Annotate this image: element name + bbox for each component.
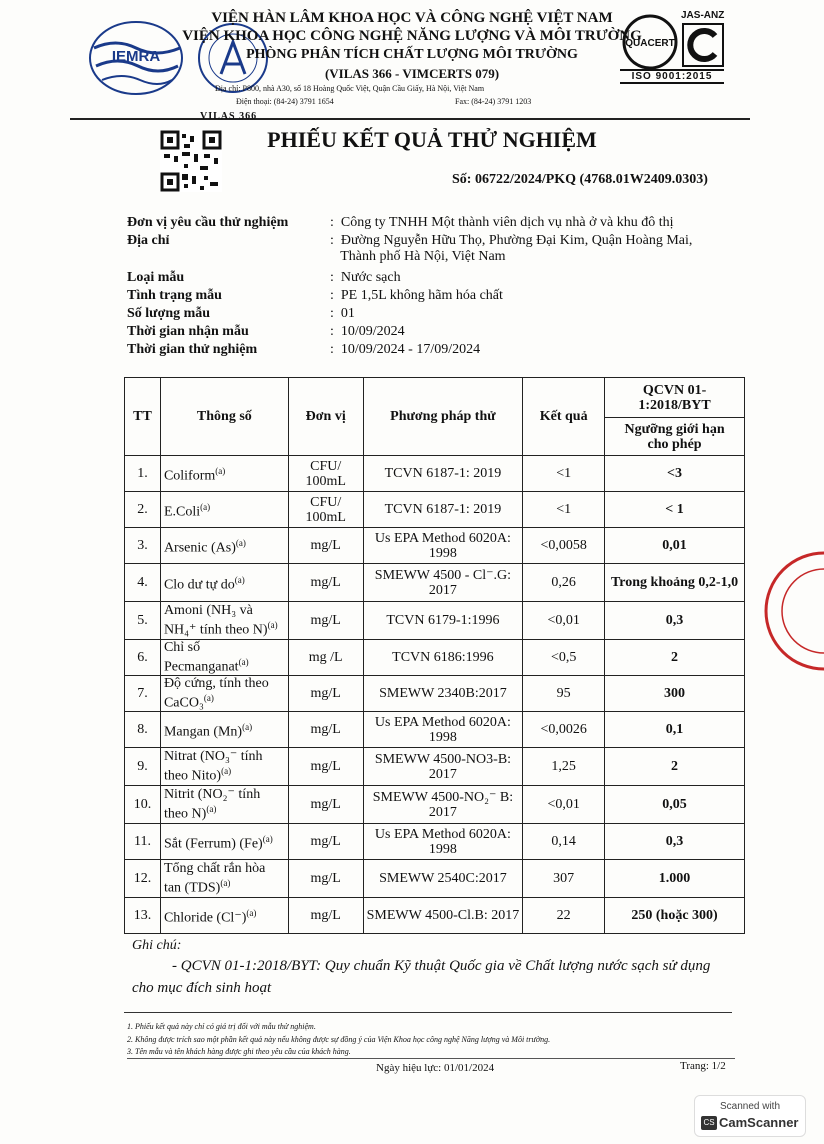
- cell-result: <0,01: [523, 602, 605, 640]
- cell-result: <0,01: [523, 786, 605, 824]
- cell-unit: mg/L: [288, 602, 363, 640]
- cell-unit: mg/L: [288, 898, 363, 934]
- accreditation-mark: (a): [234, 574, 245, 585]
- info-value: : 10/09/2024 - 17/09/2024: [330, 342, 481, 357]
- report-title: PHIẾU KẾT QUẢ THỬ NGHIỆM: [267, 127, 597, 152]
- accreditation-mark: (a): [246, 907, 257, 918]
- cell-limit: < 1: [605, 492, 745, 528]
- cell-method: Us EPA Method 6020A: 1998: [363, 712, 523, 748]
- cell-param: E.Coli$^{(a)}$: [160, 492, 288, 528]
- info-value: : Nước sạch: [330, 270, 401, 285]
- cell-tt: 6.: [125, 640, 161, 676]
- cell-limit: 0,3: [605, 602, 745, 640]
- accreditation-mark: (a): [200, 501, 211, 512]
- cell-tt: 10.: [125, 786, 161, 824]
- camscanner-name: CamScanner: [719, 1115, 799, 1130]
- cell-result: 0,14: [523, 824, 605, 860]
- cell-unit: mg/L: [288, 860, 363, 898]
- cell-tt: 9.: [125, 748, 161, 786]
- header-divider: [70, 118, 750, 120]
- cell-result: <1: [523, 456, 605, 492]
- footnote-divider: [124, 1012, 732, 1013]
- table-row: [125, 528, 745, 564]
- info-value: : PE 1,5L không hãm hóa chất: [330, 288, 503, 303]
- cell-method: TCVN 6179-1:1996: [363, 602, 523, 640]
- accreditation-mark: (a): [235, 537, 246, 548]
- cell-method: SMEWW 4500-NO3-B: 2017: [363, 748, 523, 786]
- camscanner-badge: [694, 1095, 806, 1137]
- cell-method: SMEWW 2540C:2017: [363, 860, 523, 898]
- cell-tt: 7.: [125, 676, 161, 712]
- cell-result: 22: [523, 898, 605, 934]
- iso-badge: ISO 9001:2015: [620, 69, 724, 84]
- info-label: Thời gian thử nghiệm: [127, 342, 258, 357]
- cell-unit: mg/L: [288, 712, 363, 748]
- info-value: : Đường Nguyễn Hữu Thọ, Phường Đại Kim, Quận Hoàng Mai,: [330, 233, 693, 248]
- footnote-2: 2. Không được trích sao một phần kết quả này nếu không được sự đồng ý của Viện Khoa học công nghệ Năng lượng và Môi trường.: [127, 1035, 551, 1044]
- cell-tt: 12.: [125, 860, 161, 898]
- cell-tt: 3.: [125, 528, 161, 564]
- info-value: : 10/09/2024: [330, 324, 405, 339]
- header-param: Thông số: [160, 378, 288, 456]
- info-label: Thời gian nhận mẫu: [127, 324, 249, 339]
- cell-tt: 2.: [125, 492, 161, 528]
- effective-date: Ngày hiệu lực: 01/01/2024: [376, 1062, 495, 1074]
- table-row: [125, 456, 745, 492]
- cell-tt: 4.: [125, 564, 161, 602]
- cell-unit: mg/L: [288, 564, 363, 602]
- cell-method: SMEWW 2340B:2017: [363, 676, 523, 712]
- table-row: [125, 676, 745, 712]
- cell-result: <0,0058: [523, 528, 605, 564]
- table-row: [125, 786, 745, 824]
- cell-limit: 300: [605, 676, 745, 712]
- cell-method: Us EPA Method 6020A: 1998: [363, 528, 523, 564]
- header-standard: QCVN 01-1:2018/BYT: [605, 378, 745, 418]
- cell-limit: 0,05: [605, 786, 745, 824]
- table-row: [125, 602, 745, 640]
- cell-unit: mg/L: [288, 528, 363, 564]
- vilas-stamp: VILAS 366: [200, 111, 258, 122]
- cell-limit: 0,01: [605, 528, 745, 564]
- cell-param: Sắt (Ferrum) $(Fe)^{(a)}$: [160, 824, 288, 860]
- cell-limit: <3: [605, 456, 745, 492]
- table-row: [125, 564, 745, 602]
- cell-unit: mg/L: [288, 824, 363, 860]
- cell-tt: 1.: [125, 456, 161, 492]
- cell-param: Nitrat (NO₃⁻ tính theo Nito)$^{(a)}$: [160, 748, 288, 786]
- notes-text: - QCVN 01-1:2018/BYT: Quy chuẩn Kỹ thuật Quốc gia về Chất lượng nước sạch sử dụng cho mục đích sinh hoạt: [132, 958, 711, 996]
- camscanner-icon: CS: [701, 1116, 717, 1130]
- header-limit: Ngưỡng giới hạn cho phép: [605, 418, 745, 456]
- accreditation-mark: (a): [203, 693, 214, 704]
- cell-param: Tổng chất rắn hòa tan (TDS)$^{(a)}$: [160, 860, 288, 898]
- cell-param: Clo dư tự $do^{(a)}$: [160, 564, 288, 602]
- cell-unit: mg/L: [288, 786, 363, 824]
- cell-param: Độ cứng, tính theo CaCO₃$^{(a)}$: [160, 676, 288, 712]
- cell-limit: 1.000: [605, 860, 745, 898]
- cell-method: TCVN 6187-1: 2019: [363, 456, 523, 492]
- info-label: Tình trạng mẫu: [127, 288, 222, 303]
- info-label: Đơn vị yêu cầu thử nghiệm: [127, 215, 289, 230]
- cell-method: SMEWW 4500-Cl.B: 2017: [363, 898, 523, 934]
- cell-unit: mg/L: [288, 748, 363, 786]
- table-row: [125, 640, 745, 676]
- footnote-3: 3. Tên mẫu và tên khách hàng được ghi theo yêu cầu của khách hàng.: [127, 1047, 351, 1056]
- cell-result: <1: [523, 492, 605, 528]
- table-row: [125, 824, 745, 860]
- info-label: Số lượng mẫu: [127, 306, 211, 321]
- cell-param: Coliform$^{(a)}$: [160, 456, 288, 492]
- cell-method: TCVN 6187-1: 2019: [363, 492, 523, 528]
- cell-method: SMEWW 4500 - Cl⁻.G: 2017: [363, 564, 523, 602]
- cell-param: Nitrit (NO₂⁻ tính theo N)$^{(a)}$: [160, 786, 288, 824]
- cell-limit: 250 (hoặc 300): [605, 898, 745, 934]
- svg-text:QUACERT: QUACERT: [625, 38, 675, 49]
- table-row: [125, 492, 745, 528]
- header-fax: Fax: (84-24) 3791 1203: [455, 97, 532, 106]
- cell-unit: CFU/ 100mL: [288, 456, 363, 492]
- info-label: Địa chỉ: [127, 233, 170, 248]
- header-accreditation: (VILAS 366 - VIMCERTS 079): [324, 66, 500, 81]
- table-row: [125, 898, 745, 934]
- footnote-1: 1. Phiếu kết quả này chỉ có giá trị đối với mẫu thử nghiệm.: [127, 1022, 316, 1031]
- accreditation-mark: (a): [262, 833, 273, 844]
- cell-result: 307: [523, 860, 605, 898]
- cell-tt: 5.: [125, 602, 161, 640]
- cell-unit: CFU/ 100mL: [288, 492, 363, 528]
- cell-result: 95: [523, 676, 605, 712]
- cell-limit: 2: [605, 748, 745, 786]
- info-value: : 01: [330, 306, 355, 321]
- info-label: Loại mẫu: [127, 270, 185, 285]
- svg-text:IEMRA: IEMRA: [111, 48, 161, 65]
- page-number: Trang: 1/2: [680, 1060, 726, 1072]
- cell-param: Amoni (NH₃ và NH₄⁺ tính theo N)$^{(a)}$: [160, 602, 288, 640]
- cell-result: <0,5: [523, 640, 605, 676]
- report-number: Số: 06722/2024/PKQ (4768.01W2409.0303): [452, 172, 708, 187]
- cell-tt: 11.: [125, 824, 161, 860]
- accreditation-mark: (a): [238, 657, 249, 668]
- cell-unit: mg/L: [288, 676, 363, 712]
- table-row: [125, 860, 745, 898]
- header-address: Địa chỉ: P800, nhà A30, số 18 Hoàng Quốc Việt, Quận Cầu Giấy, Hà Nội, Việt Nam: [215, 84, 485, 93]
- cell-method: TCVN 6186:1996: [363, 640, 523, 676]
- accreditation-mark: (a): [221, 766, 232, 777]
- header-phone: Điện thoại: (84-24) 3791 1654: [236, 97, 334, 106]
- header-institute: VIỆN KHOA HỌC CÔNG NGHỆ NĂNG LƯỢNG VÀ MÔI TRƯỜNG: [182, 28, 642, 44]
- cell-tt: 8.: [125, 712, 161, 748]
- red-seal-stamp: [748, 548, 824, 674]
- header-unit: Đơn vị: [288, 378, 363, 456]
- header-method: Phương pháp thử: [363, 378, 523, 456]
- jas-anz-label: JAS-ANZ: [681, 10, 725, 21]
- info-value: Thành phố Hà Nội, Việt Nam: [340, 249, 506, 264]
- header-tt: TT: [125, 378, 161, 456]
- notes-title: Ghi chú:: [132, 938, 182, 953]
- table-row: [125, 712, 745, 748]
- accreditation-mark: (a): [215, 465, 226, 476]
- accreditation-mark: (a): [242, 721, 253, 732]
- cell-param: Chloride $(Cl^-)^{(a)}$: [160, 898, 288, 934]
- bottom-divider: [127, 1058, 735, 1059]
- cell-limit: 0,1: [605, 712, 745, 748]
- header-result: Kết quả: [523, 378, 605, 456]
- accreditation-mark: (a): [206, 804, 217, 815]
- cell-result: 0,26: [523, 564, 605, 602]
- cell-method: Us EPA Method 6020A: 1998: [363, 824, 523, 860]
- cell-param: Chỉ số Pecmanganat$^{(a)}$: [160, 640, 288, 676]
- header-academy: VIỆN HÀN LÂM KHOA HỌC VÀ CÔNG NGHỆ VIỆT NAM: [211, 10, 613, 26]
- header-department: PHÒNG PHÂN TÍCH CHẤT LƯỢNG MÔI TRƯỜNG: [246, 47, 578, 62]
- cell-limit: 0,3: [605, 824, 745, 860]
- cell-limit: 2: [605, 640, 745, 676]
- cell-param: Mangan $(Mn)^{(a)}$: [160, 712, 288, 748]
- results-table: [124, 377, 745, 934]
- accreditation-mark: (a): [267, 620, 278, 631]
- cell-method: SMEWW 4500-NO₂⁻ B: 2017: [363, 786, 523, 824]
- cell-unit: mg /L: [288, 640, 363, 676]
- accreditation-mark: (a): [220, 878, 231, 889]
- info-value: : Công ty TNHH Một thành viên dịch vụ nhà ở và khu đô thị: [330, 215, 674, 230]
- camscanner-caption: Scanned with: [719, 1101, 781, 1112]
- cell-param: Arsenic $(As)^{(a)}$: [160, 528, 288, 564]
- cell-limit: Trong khoảng 0,2-1,0: [605, 564, 745, 602]
- table-row: [125, 748, 745, 786]
- cell-tt: 13.: [125, 898, 161, 934]
- cell-result: <0,0026: [523, 712, 605, 748]
- cell-result: 1,25: [523, 748, 605, 786]
